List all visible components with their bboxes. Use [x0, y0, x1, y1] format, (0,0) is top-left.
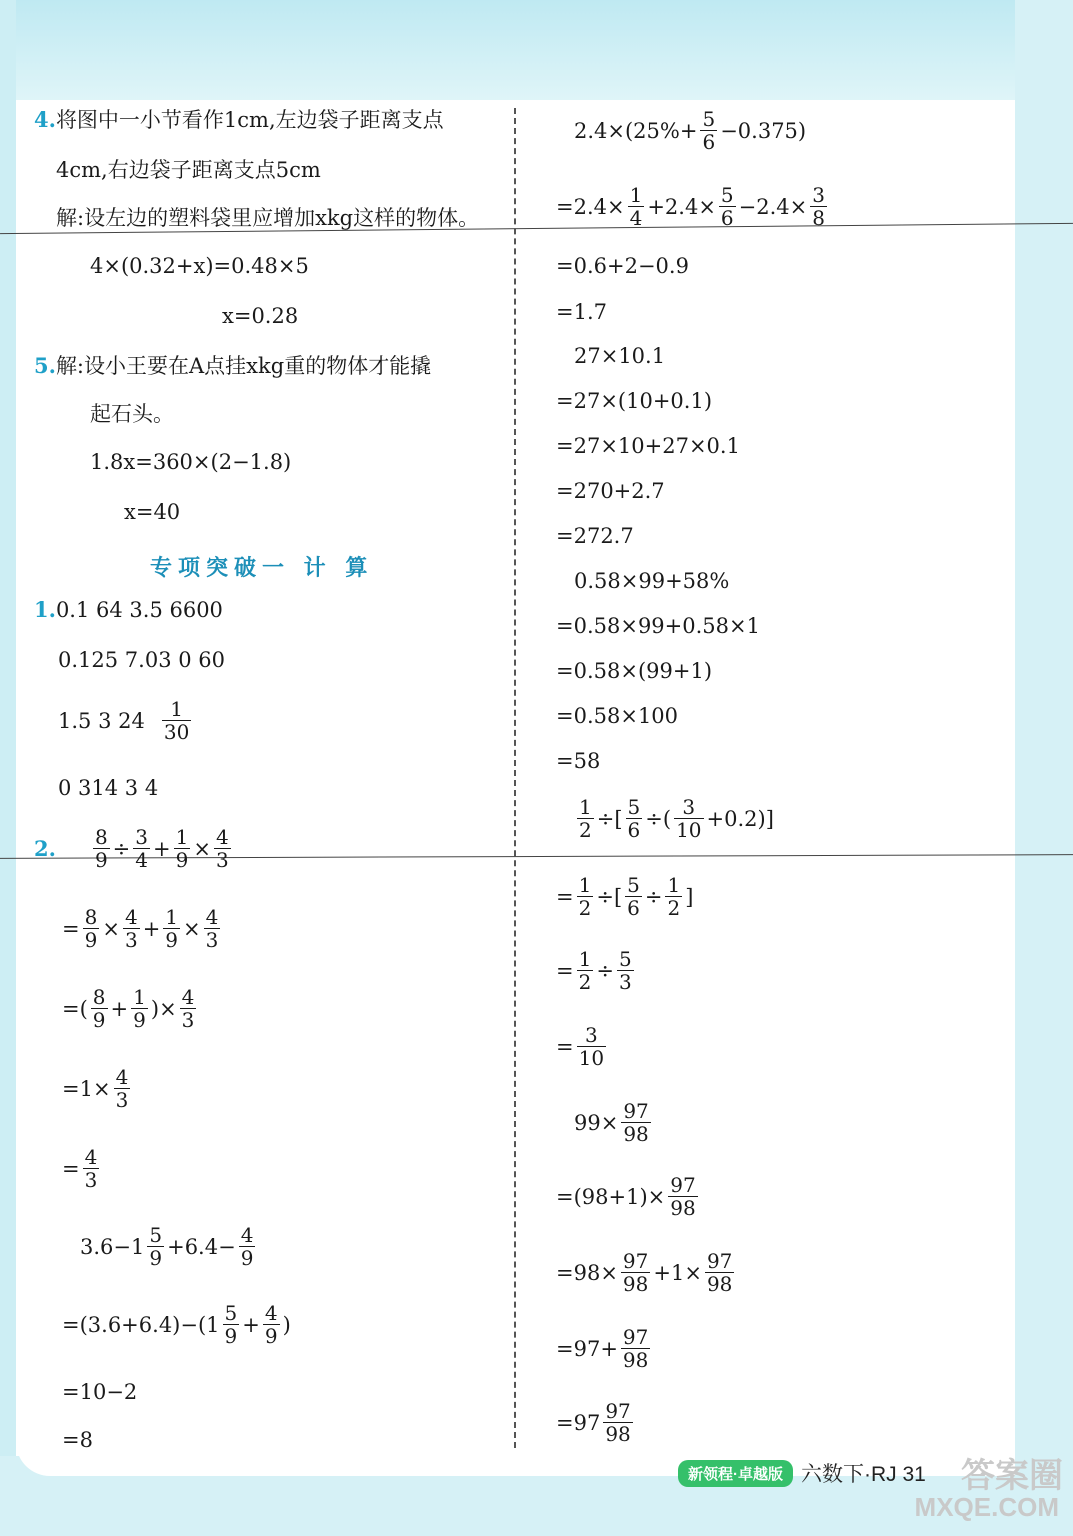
g1-line: 2.4×(25%+ $\frac{5}{6}$ −0.375): [574, 107, 807, 154]
k3-line: =98× $\frac{97}{98}$ +1× $\frac{97}{98}$: [556, 1249, 733, 1296]
watermark-logo: 答案圈: [961, 1457, 1063, 1495]
q5-text1: 解:设小王要在A点挂xkg重的物体才能撬: [55, 354, 432, 378]
q1-row3-values: 1.5 3 24: [58, 708, 145, 733]
q4-answer: x=0.28: [222, 304, 299, 328]
watermark-site: MXQE.COM: [914, 1492, 1059, 1522]
h1-line: 27×10.1: [574, 344, 666, 368]
e3-line: =( $\frac{8}{9}$ + $\frac{1}{9}$ )× $\frac{4}{3}$: [62, 985, 195, 1032]
k2-line: =(98+1)× $\frac{97}{98}$: [556, 1173, 696, 1220]
k4-line: =97+ $\frac{97}{98}$: [556, 1325, 649, 1372]
f4-line: =8: [62, 1428, 93, 1452]
j3-line: = $\frac{1}{2}$ ÷ $\frac{5}{3}$: [556, 947, 632, 994]
left-band: [0, 0, 16, 1536]
q1-row4: 0 314 3 4: [58, 776, 159, 800]
h5-line: =272.7: [556, 524, 634, 548]
f1-line: 3.6−1 $\frac{5}{9}$ +6.4− $\frac{4}{9}$: [80, 1223, 254, 1270]
q2-number: 2.: [34, 835, 56, 861]
q1-row1-values: 0.1 64 3.5 6600: [55, 598, 223, 622]
h3-line: =27×10+27×0.1: [556, 434, 740, 458]
q4-equation: 4×(0.32+x)=0.48×5: [90, 254, 309, 278]
q4-line1: [34, 108, 444, 132]
j2-line: = $\frac{1}{2}$ ÷[ $\frac{5}{6}$ ÷ $\frac{1}{2}$ ]: [556, 873, 694, 920]
q5-line1: [34, 354, 431, 378]
q5-text2: 起石头。: [90, 402, 174, 426]
i3-line: =0.58×(99+1): [556, 659, 713, 683]
q4-text1: 将图中一小节看作1cm,左边袋子距离支点: [55, 108, 444, 132]
q5-equation: 1.8x=360×(2−1.8): [90, 450, 292, 474]
section-heading: 专项突破一 计 算: [150, 555, 374, 581]
f3-line: =10−2: [62, 1380, 138, 1404]
i5-line: =58: [556, 749, 601, 773]
i4-line: =0.58×100: [556, 704, 679, 728]
top-band: [0, 0, 1073, 100]
q1-row3-fraction: $\frac{1}{30}$: [163, 697, 190, 744]
e2-line: = $\frac{8}{9}$ × $\frac{4}{3}$ + $\frac{1}{9}$ × $\frac{4}{3}$: [62, 905, 219, 952]
q4-text2: 4cm,右边袋子距离支点5cm: [56, 158, 321, 182]
brand-badge: 新领程·卓越版: [678, 1460, 793, 1487]
q5-number: 5.: [34, 353, 56, 378]
e4-line: =1× $\frac{4}{3}$: [62, 1065, 129, 1112]
k5-line: =97 $\frac{97}{98}$: [556, 1399, 631, 1446]
q4-solution: 解:设左边的塑料袋里应增加xkg这样的物体。: [56, 206, 480, 230]
j1-line: $\frac{1}{2}$ ÷[ $\frac{5}{6}$ ÷( $\frac{3}{10}$ +0.2)]: [579, 795, 774, 842]
g3-line: =0.6+2−0.9: [556, 254, 689, 278]
h2-line: =27×(10+0.1): [556, 389, 713, 413]
right-band: [1015, 0, 1073, 1536]
column-divider: [514, 108, 516, 1448]
g2-line: =2.4× $\frac{1}{4}$ +2.4× $\frac{5}{6}$ −2.4× $\frac{3}{8}$: [556, 183, 825, 230]
q4-number: 4.: [34, 107, 56, 132]
f2-line: =(3.6+6.4)−(1 $\frac{5}{9}$ + $\frac{4}{9}$ ): [62, 1301, 291, 1348]
q1-row3: [58, 698, 194, 743]
j4-line: = $\frac{3}{10}$: [556, 1023, 605, 1070]
e5-line: = $\frac{4}{3}$: [62, 1145, 98, 1192]
k1-line: 99× $\frac{97}{98}$: [574, 1099, 649, 1146]
e1-line: 2. $\frac{8}{9}$ ÷ $\frac{3}{4}$ + $\frac{1}{9}$ × $\frac{4}{3}$: [34, 825, 229, 872]
q5-answer: x=40: [124, 500, 181, 524]
g4-line: =1.7: [556, 300, 607, 324]
page-label: 六数下·RJ 31: [801, 1463, 926, 1486]
i1-line: 0.58×99+58%: [574, 569, 730, 593]
i2-line: =0.58×99+0.58×1: [556, 614, 760, 638]
q1-number: 1.: [34, 597, 56, 622]
page-footer: [678, 1458, 926, 1488]
q1-row2: 0.125 7.03 0 60: [58, 648, 225, 672]
q1-row1: [34, 598, 223, 622]
h4-line: =270+2.7: [556, 479, 665, 503]
